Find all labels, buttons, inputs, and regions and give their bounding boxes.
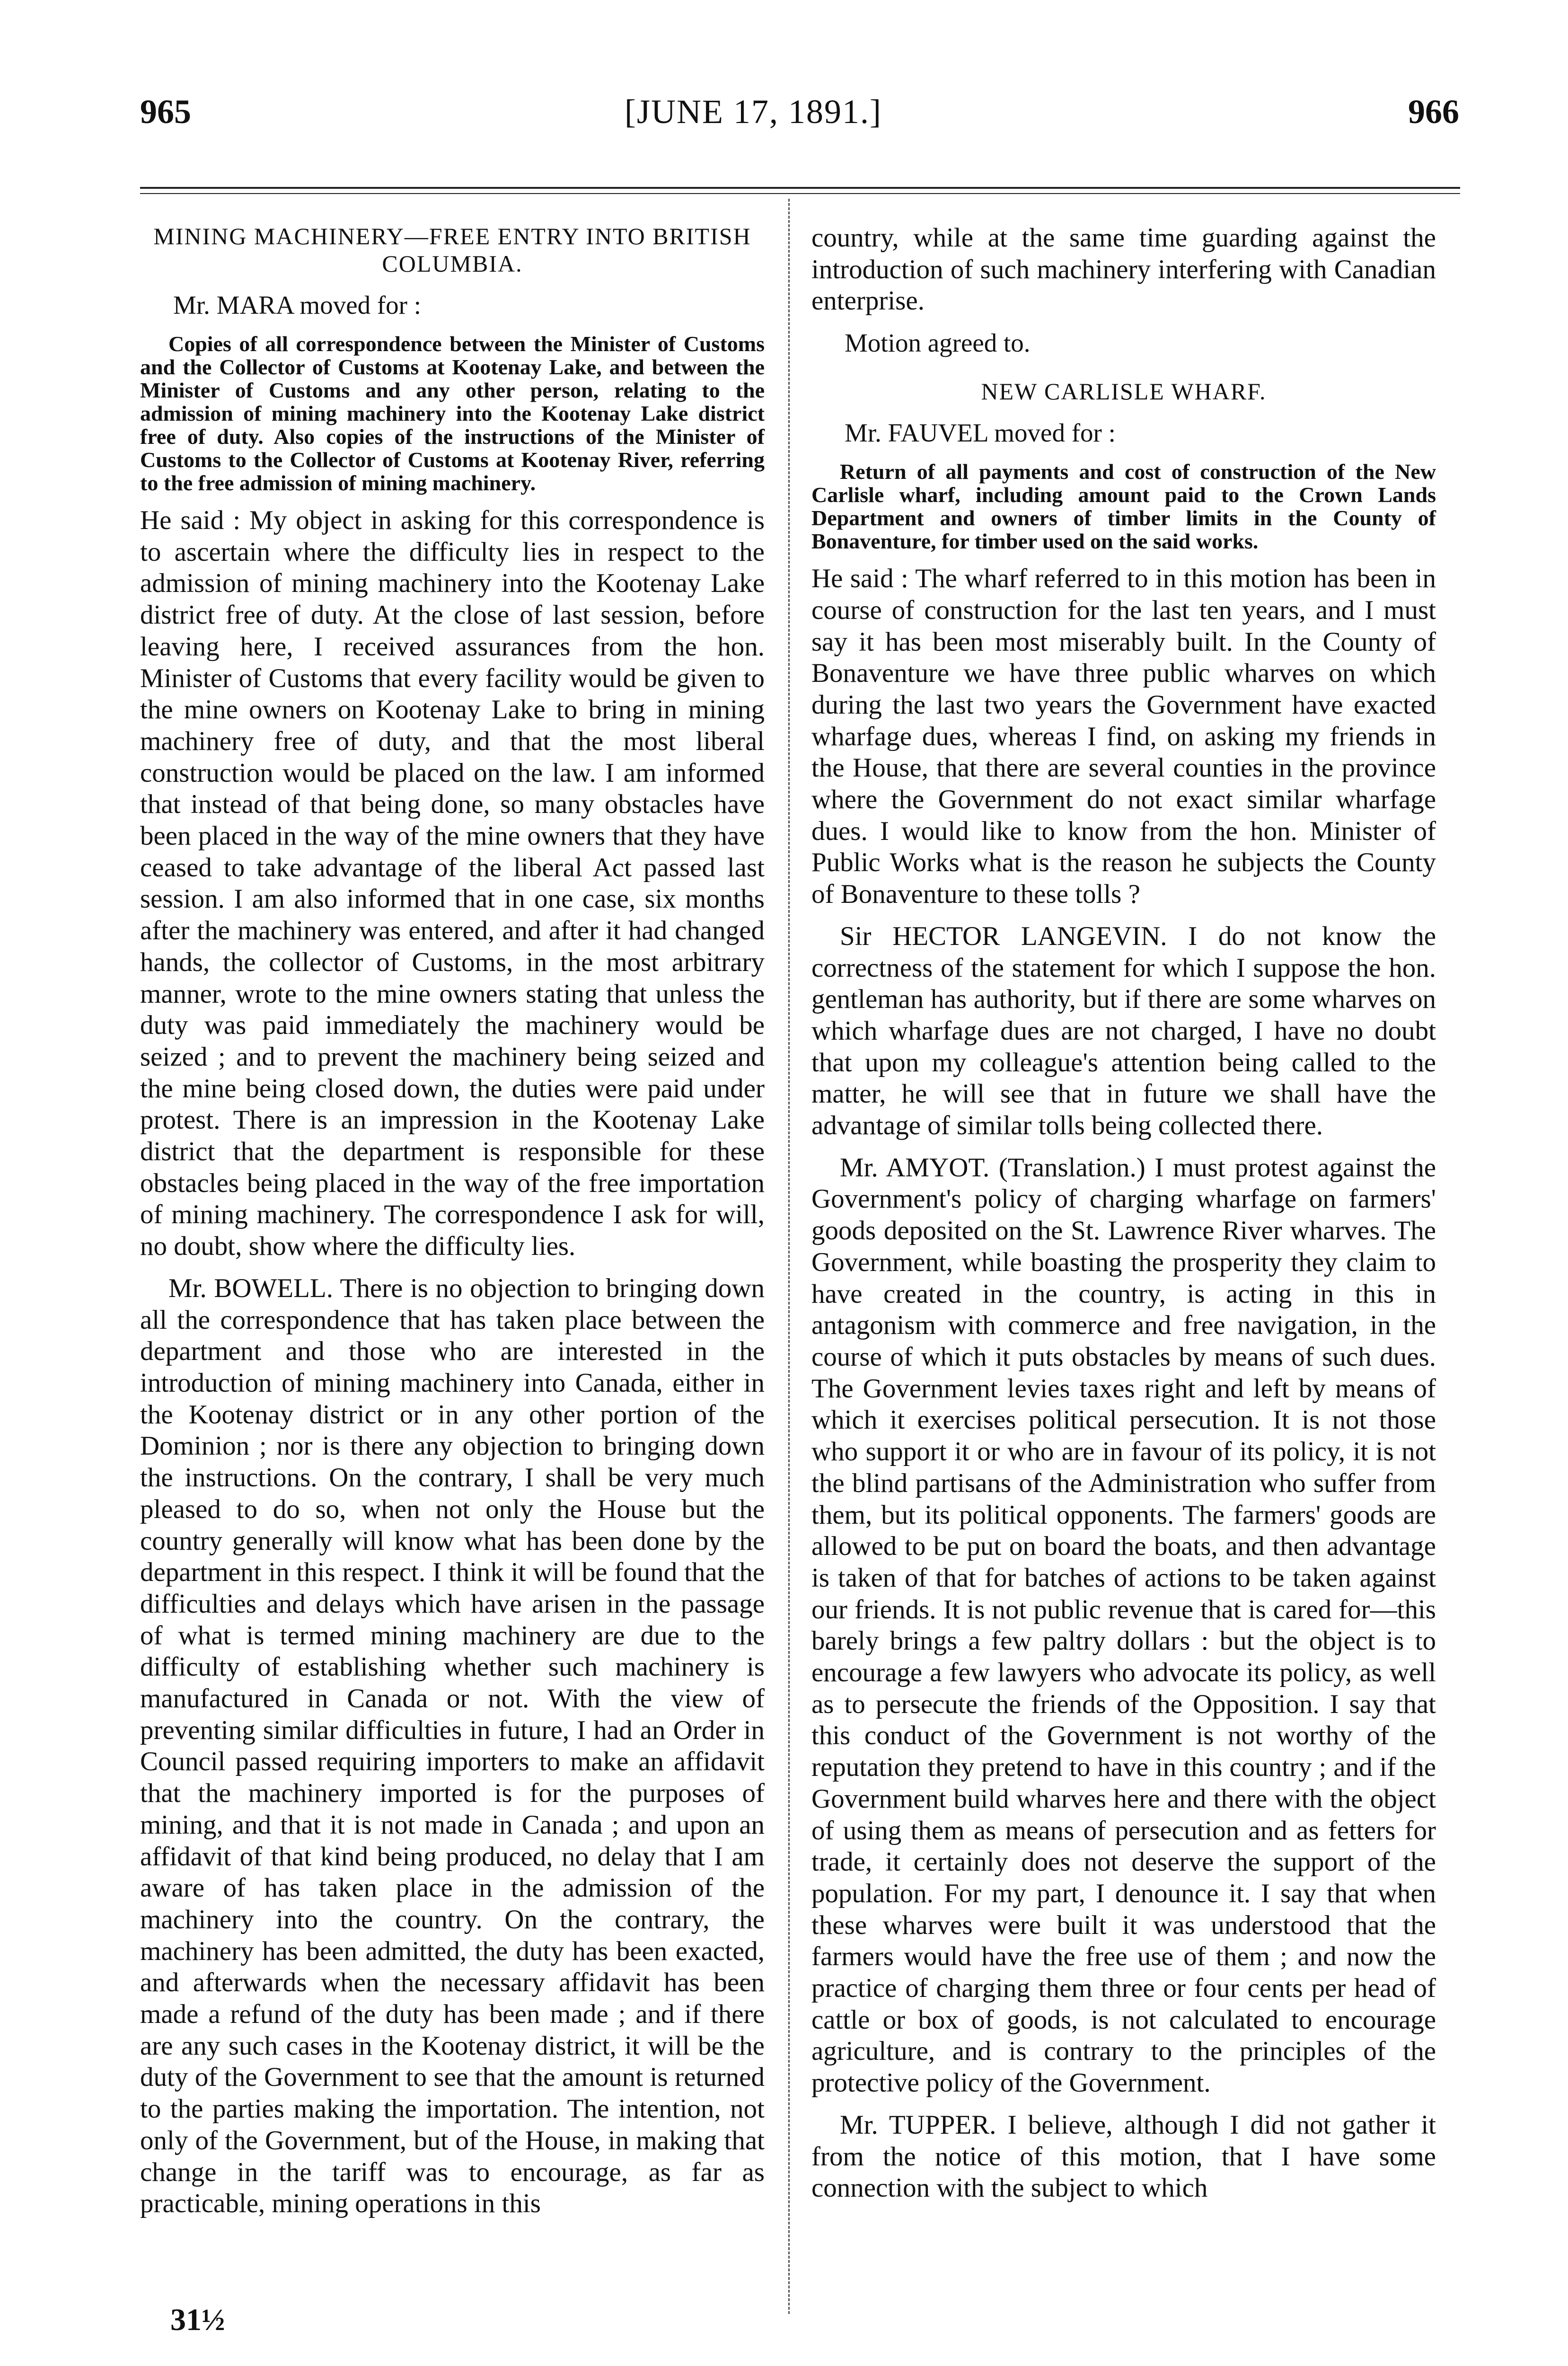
right-column — [811, 222, 1436, 2215]
section-heading-wharf: NEW CARLISLE WHARF. — [981, 378, 1267, 405]
page-number-left: 965 — [140, 93, 191, 131]
speech-paragraph: He said : The wharf referred to in this motion has been in course of construction for the last ten years, and I must say it has been most miserably built. In the County of Bonaventure we have three public wharves on which during the last two years the Government have exacted wharfage dues, whereas I find, on asking my friends in the House, that there are several counties in the province where the Government do not exact similar wharfage dues. I would like to know from the hon. Minister of Public Works what is the reason he subjects the County of Bonaventure to these tolls ? — [811, 564, 1436, 909]
speech-paragraph: Sir HECTOR LANGEVIN. I do not know the correctness of the statement for which I suppose the hon. gentleman has authority, but if there are some wharves on which wharfage dues are not charged, I have no doubt that upon my colleague's attention being called to the matter, he will see that in future we shall have the advantage of similar tolls being collected there. — [811, 921, 1436, 1141]
left-column — [140, 222, 765, 2230]
header-rule-thin — [140, 193, 1460, 194]
motion-agreed: Motion agreed to. — [845, 328, 1031, 358]
speech-paragraph: Mr. BOWELL. There is no objection to bringing down all the correspondence that has taken place between the department and those who are interested in the introduction of mining machinery into Canada, either in the Kootenay district or in any other portion of the Dominion ; nor is there any objection to bringing down the instructions. On the contrary, I shall be very much pleased to do so, when not only the House but the country generally will know what has been done by the department in this respect. I think it will be found that the difficulties and delays which have arisen in the passage of what is termed mining machinery are due to the difficulty of establishing whether such machinery is manufactured in Canada or not. With the view of preventing similar difficulties in future, I had an Order in Council passed requiring importers to make an affidavit that the machinery imported is for the purposes of mining, and that it is not made in Canada ; and upon an affidavit of that kind being produced, no delay that I am aware of has taken place in the admission of the machinery into the country. On the contrary, the machinery has been admitted, the duty has been exacted, and afterwards when the necessary affidavit has been made a refund of the duty has been made ; and if there are any such cases in the Kootenay district, it will be the duty of the Government to see that the amount is returned to the parties making the importation. The intention, not only of the Government, but of the House, in making that change in the tariff was to encourage, as far as practicable, mining operations in this — [140, 1273, 765, 2219]
motion-text: Return of all payments and cost of construction of the New Carlisle wharf, including amount paid to the Crown Lands Department and owners of timber limits in the County of Bonaventure, for timber used on the said works. — [811, 459, 1436, 554]
motion-text: Copies of all correspondence between the Minister of Customs and the Collector of Customs at Kootenay Lake, and between the Minister of Customs and any other person, relating to the admission of mining machinery into the Kootenay Lake district free of duty. Also copies of the instructions of the Minister of Customs to the Collector of Customs at Kootenay River, referring to the free admission of mining machinery. — [140, 332, 765, 495]
speech-paragraph: Mr. AMYOT. (Translation.) I must protest against the Government's policy of charging wharfage on farmers' goods deposited on the St. Lawrence River wharves. The Government, while boasting the prosperity they claim to have created in the country, is acting in this in antagonism with commerce and free navigation, in the course of which it puts obstacles by means of such dues. The Government levies taxes right and left by means of which it exercises political persecution. It is not those who support it or who are in favour of its policy, it is not the blind partisans of the Administration who suffer from them, but its political opponents. The farmers' goods are allowed to be put on board the boats, and then advantage is taken of that for batches of actions to be taken against our friends. It is not public revenue that is cared for—this barely brings a few paltry dollars : but the object is to encourage a few lawyers who advocate its policy, as well as to persecute the friends of the Opposition. I say that this conduct of the Government is not worthy of the reputation they pretend to have in this country ; and if the Government build wharves here and there with the object of using them as means of persecution and as fetters for trade, it certainly does not deserve the support of the population. For my part, I denounce it. I say that when these wharves were built it was understood that the farmers would have the free use of them ; and now the practice of charging them three or four cents per head of cattle or box of goods, is not calculated to encourage agriculture, and is contrary to the principles of the protective policy of the Government. — [811, 1152, 1436, 2098]
page-header — [0, 92, 1568, 144]
mover-line: Mr. FAUVEL moved for : — [845, 418, 1116, 448]
mover-line: Mr. MARA moved for : — [173, 291, 422, 319]
header-rule — [140, 187, 1460, 189]
speech-paragraph: He said : My object in asking for this correspondence is to ascertain where the difficulty lies in respect to the admission of mining machinery into the Kootenay Lake district free of duty. At the close of last session, before leaving here, I received assurances from the hon. Minister of Customs that every facility would be given to the mine owners on Kootenay Lake to bring in mining machinery free of duty, and that the most liberal construction would be placed on the law. I am informed that instead of that being done, so many obstacles have been placed in the way of the mine owners that they have ceased to take advantage of the liberal Act passed last session. I am also informed that in one case, six months after the machinery was entered, and after it had changed hands, the collector of Customs, in the most arbitrary manner, wrote to the mine owners stating that unless the duty was paid immediately the machinery would be seized ; and to prevent the machinery being seized and the mine being closed down, the duties were paid under protest. There is an impression in the Kootenay Lake district that the department is responsible for these obstacles being placed in the way of the free importation of mining machinery. The correspondence I ask for will, no doubt, show where the difficulty lies. — [140, 505, 765, 1262]
column-divider — [788, 199, 790, 2314]
speech-paragraph: Mr. TUPPER. I believe, although I did not gather it from the notice of this motion, that I have some connection with the subject to which — [811, 2110, 1436, 2203]
section-heading-mining: MINING MACHINERY—FREE ENTRY INTO BRITISH COLUMBIA. — [153, 223, 751, 277]
speech-paragraph: country, while at the same time guarding against the introduction of such machinery interfering with Canadian enterprise. — [811, 223, 1436, 316]
page-number-right: 966 — [1408, 93, 1459, 131]
page-date-title: [JUNE 17, 1891.] — [625, 93, 882, 131]
signature-mark: 31½ — [170, 2303, 225, 2337]
